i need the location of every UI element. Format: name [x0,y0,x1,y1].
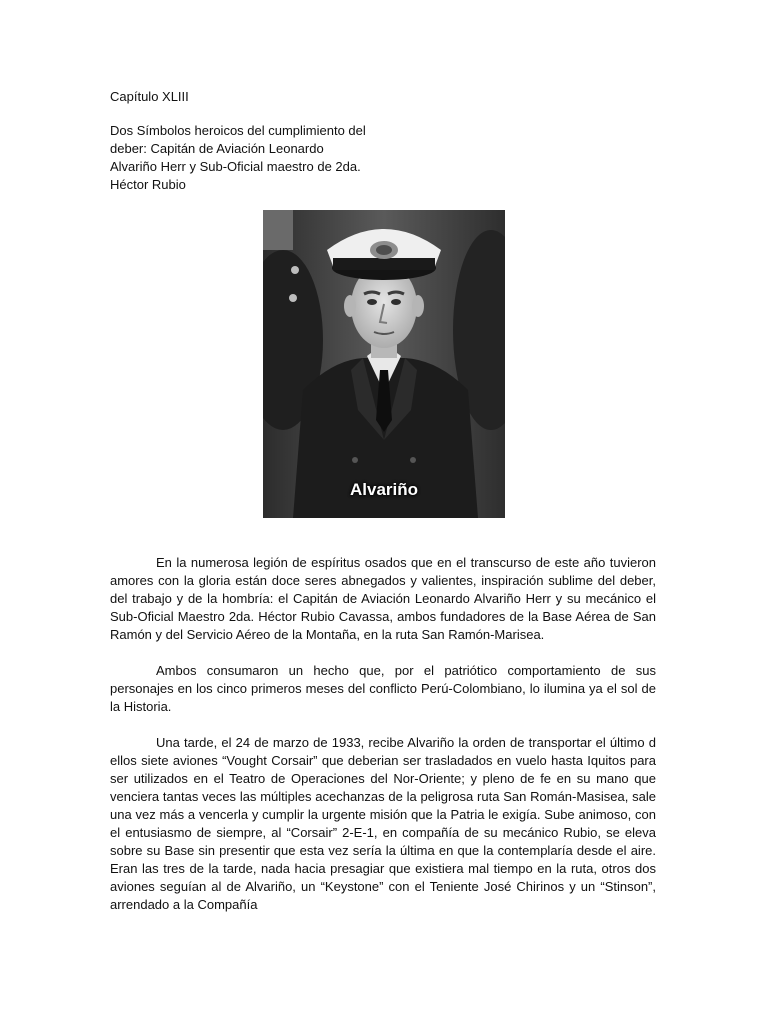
paragraph: En la numerosa legión de espíritus osados que en el transcurso de este año tuvieron amores con la gloria están doce seres abnegados y valientes, inspiración sublime del deber, del trabajo y de la hombría: el Capitán de Aviación Leonardo Alvariño Herr y su mecánico el Sub-Oficial Maestro 2da. Héctor Rubio Cavassa, ambos fundadores de la Base Aérea de San Ramón y del Servicio Aéreo de la Montaña, en la ruta San Ramón-Marisea. [110,555,656,642]
portrait-illustration [263,210,505,518]
paragraph: Una tarde, el 24 de marzo de 1933, recibe Alvariño la orden de transportar el último d ellos siete aviones “Vought Corsair” que deberian ser trasladados en vuelo hasta Iquitos para ser utilizados en el Teatro de Operaciones del Nor-Oriente; y pleno de fe en su mano que venciera tantas veces las múltiples acechanzas de la peligrosa ruta San Román-Masisea, sale una vez más a vencerla y cumplir la urgente misión que la Patria le exigía. Sube animoso, con el entusiasmo de siempre, al “Corsair” 2-E-1, en compañía de su mecánico Rubio, se eleva sobre su Base sin presentir que esta vez sería la última en que la contemplaría desde el aire. Eran las tres de la tarde, nada hacia presagiar que existiera mal tiempo en la ruta, otros dos aviones seguían al de Alvariño, un “Keystone” con el Teniente José Chirinos y un “Stinson”, arrendado a la Compañía [110,735,656,912]
chapter-heading: Capítulo XLIII [110,89,189,104]
title-line: Dos Símbolos heroicos del cumplimiento del [110,123,366,138]
paragraph: Ambos consumaron un hecho que, por el patriótico comportamiento de sus personajes en los cinco primeros meses del conflicto Perú-Colombiano, lo ilumina ya el sol de la Historia. [110,663,656,714]
body-text [110,554,656,914]
title-line: deber: Capitán de Aviación Leonardo [110,141,324,156]
portrait-photo [263,210,505,518]
photo-caption: Alvariño [349,480,419,499]
title-line: Alvariño Herr y Sub-Oficial maestro de 2da. [110,159,361,174]
chapter-title [110,122,430,194]
title-line: Héctor Rubio [110,177,186,192]
